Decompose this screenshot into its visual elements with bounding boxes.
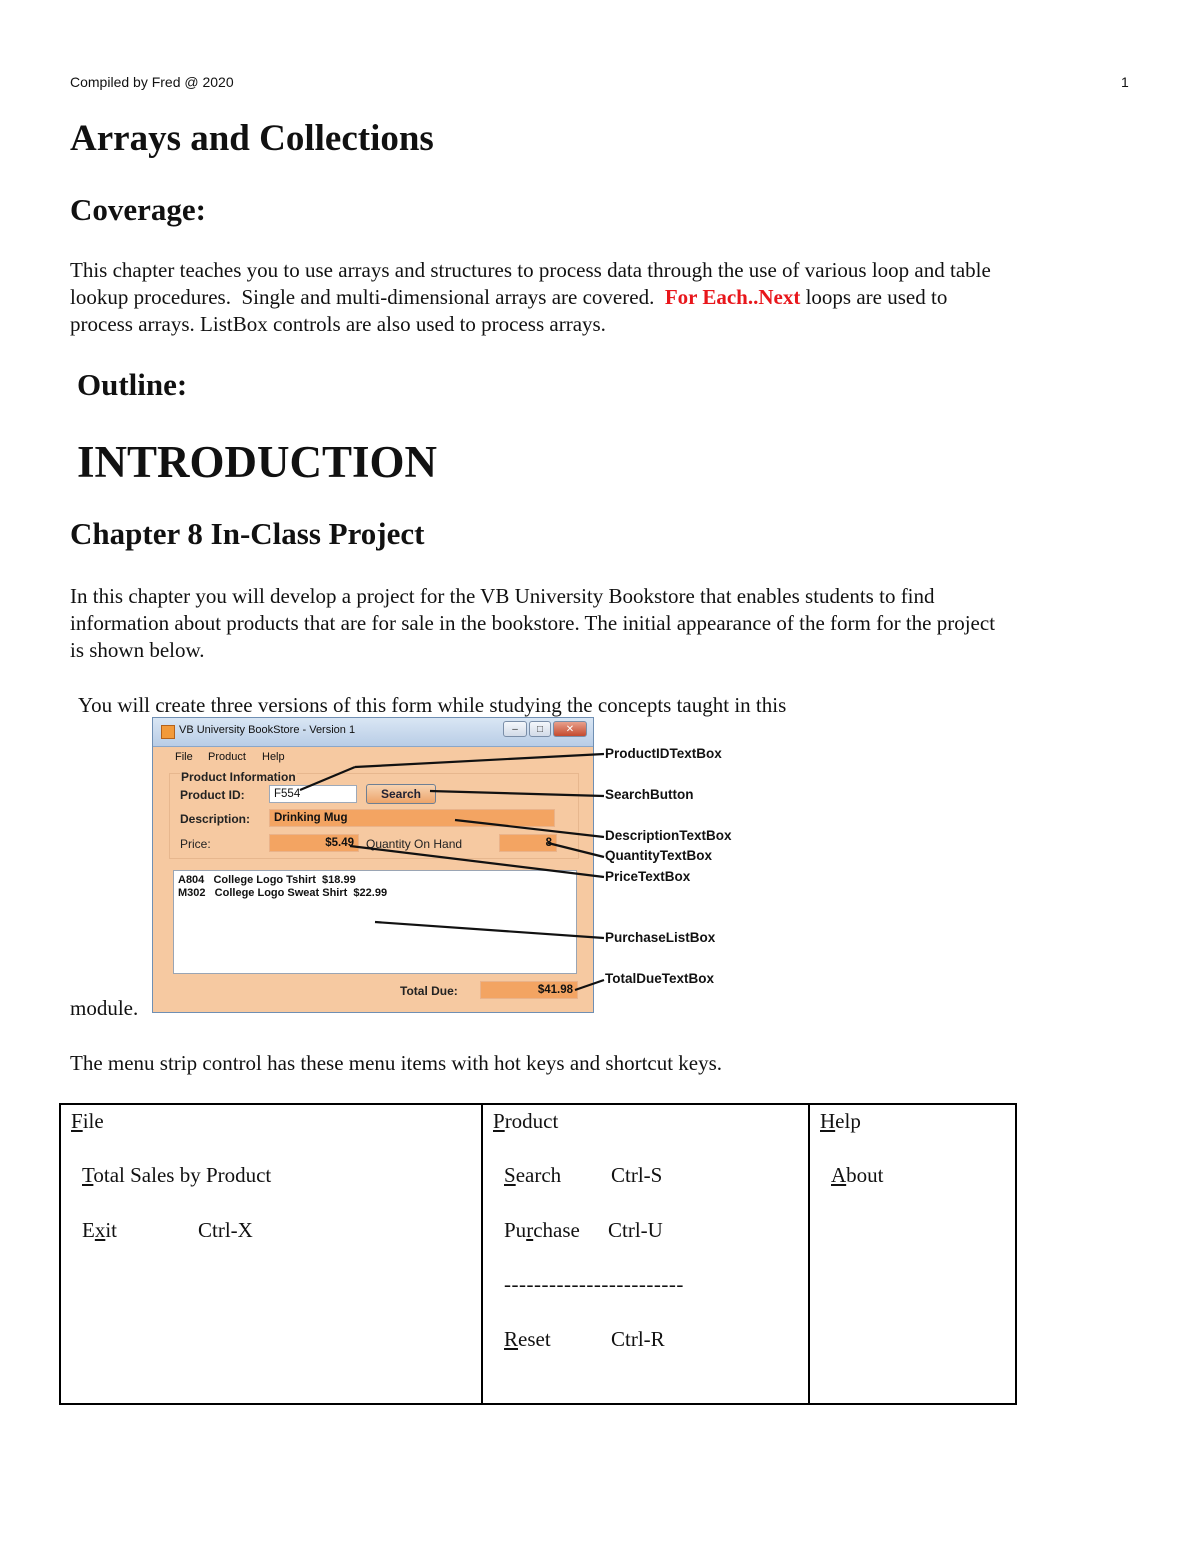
list-item: M302 College Logo Sweat Shirt $22.99 — [178, 887, 388, 899]
help-rest: elp — [835, 1109, 861, 1133]
callout-purchaselist: PurchaseListBox — [605, 930, 716, 945]
list-item: A804 College Logo Tshirt $18.99 — [178, 874, 356, 886]
minimize-icon: – — [503, 721, 527, 737]
help-hotkey: H — [820, 1109, 836, 1133]
search-shortcut: Ctrl-S — [611, 1163, 663, 1187]
file-menu-column — [60, 1104, 482, 1404]
exit-rest: it — [105, 1218, 117, 1242]
page-title: Arrays and Collections — [70, 118, 434, 159]
product-id-label: Product ID: — [180, 788, 245, 802]
file-menu-head — [71, 1109, 104, 1134]
search-hotkey: S — [504, 1163, 516, 1187]
callout-productid: ProductIDTextBox — [605, 746, 722, 761]
total-due-textbox: $41.98 — [480, 981, 578, 999]
product-id-textbox: F554 — [269, 785, 357, 803]
close-icon: ✕ — [553, 721, 587, 737]
project-heading: Chapter 8 In-Class Project — [70, 516, 425, 551]
help-menu-column — [809, 1104, 1016, 1404]
callout-line-productid-2 — [355, 754, 604, 767]
callout-line-quantity — [548, 843, 604, 857]
search-item — [504, 1163, 561, 1188]
exit-shortcut: Ctrl-X — [198, 1218, 253, 1242]
project-line-1: In this chapter you will develop a project for the VB University Bookstore that enables students to find — [70, 584, 935, 608]
coverage-line-3: process arrays. ListBox controls are also used to process arrays. — [70, 312, 606, 336]
purchase-hotkey: r — [526, 1218, 534, 1242]
coverage-heading: Coverage: — [70, 192, 206, 227]
about-hotkey: A — [831, 1163, 847, 1187]
help-menu-head — [820, 1109, 861, 1134]
about-rest: bout — [846, 1163, 884, 1187]
total-sales-hotkey: T — [82, 1163, 94, 1187]
for-each-next-highlight: For Each..Next — [664, 285, 801, 309]
exit-item — [82, 1218, 117, 1243]
project-line-2: information about products that are for sale in the bookstore. The initial appearance of the form for the project — [70, 611, 996, 635]
outline-heading: Outline: — [77, 367, 188, 402]
product-menu-column — [482, 1104, 809, 1404]
total-sales-rest: otal Sales by Product — [93, 1163, 272, 1187]
page-header-left: Compiled by Fred @ 2020 — [70, 74, 234, 90]
file-rest: ile — [82, 1109, 104, 1133]
callout-line-purchase — [375, 922, 604, 938]
versions-line: You will create three versions of this form while studying the concepts taught in this — [78, 693, 787, 717]
menu-separator: ------------------------ — [504, 1272, 684, 1296]
product-menu-head — [493, 1109, 558, 1134]
form-menu-product: Product — [208, 751, 246, 763]
versions-line-tail: module. — [70, 996, 139, 1020]
reset-rest: eset — [518, 1327, 551, 1351]
total-sales-item — [82, 1163, 271, 1188]
page-number: 1 — [1121, 74, 1129, 90]
menu-intro: The menu strip control has these menu items with hot keys and shortcut keys. — [70, 1051, 723, 1075]
description-textbox: Drinking Mug — [269, 809, 555, 827]
reset-hotkey: R — [504, 1327, 519, 1351]
menu-items-table — [59, 1103, 1017, 1405]
coverage-line-2-tail: loops are used to — [800, 285, 948, 309]
form-menu-file: File — [175, 751, 193, 763]
callout-line-search — [430, 791, 604, 796]
purchase-pu: Pu — [504, 1218, 527, 1242]
product-rest: roduct — [504, 1109, 559, 1133]
callout-line-totaldue — [575, 980, 604, 990]
callout-line-price — [350, 846, 604, 877]
callout-price: PriceTextBox — [605, 869, 691, 884]
callout-searchbutton: SearchButton — [605, 787, 694, 802]
exit-hotkey: x — [94, 1218, 106, 1242]
about-item — [831, 1163, 884, 1188]
callout-line-description — [455, 820, 604, 837]
file-hotkey: F — [71, 1109, 83, 1133]
total-due-label: Total Due: — [400, 984, 458, 998]
quantity-label: Quantity On Hand — [366, 837, 463, 851]
search-button: Search — [366, 784, 436, 804]
price-textbox: $5.49 — [269, 834, 359, 852]
search-rest: earch — [515, 1163, 562, 1187]
form-title: VB University BookStore - Version 1 — [179, 724, 356, 736]
project-line-3: is shown below. — [70, 638, 205, 662]
purchase-rest: chase — [533, 1218, 580, 1242]
introduction-heading: INTRODUCTION — [77, 437, 438, 487]
quantity-textbox: 8 — [499, 834, 557, 852]
callout-description: DescriptionTextBox — [605, 828, 732, 843]
callout-totaldue: TotalDueTextBox — [605, 971, 715, 986]
product-hotkey: P — [493, 1109, 505, 1133]
reset-shortcut: Ctrl-R — [611, 1327, 665, 1351]
callout-quantity: QuantityTextBox — [605, 848, 713, 863]
purchase-shortcut: Ctrl-U — [608, 1218, 663, 1242]
coverage-line-1: This chapter teaches you to use arrays and structures to process data through the use of various loop and table — [70, 258, 991, 282]
description-label: Description: — [180, 812, 251, 826]
maximize-icon: □ — [529, 721, 551, 737]
product-info-label: Product Information — [181, 770, 296, 784]
coverage-line-2-text: lookup procedures. Single and multi-dimensional arrays are covered. — [70, 285, 665, 309]
form-menu-help: Help — [262, 751, 285, 763]
reset-item — [504, 1327, 551, 1352]
price-label: Price: — [180, 837, 211, 851]
exit-e: E — [82, 1218, 95, 1242]
purchase-item — [504, 1218, 580, 1243]
callout-line-productid — [300, 767, 355, 790]
